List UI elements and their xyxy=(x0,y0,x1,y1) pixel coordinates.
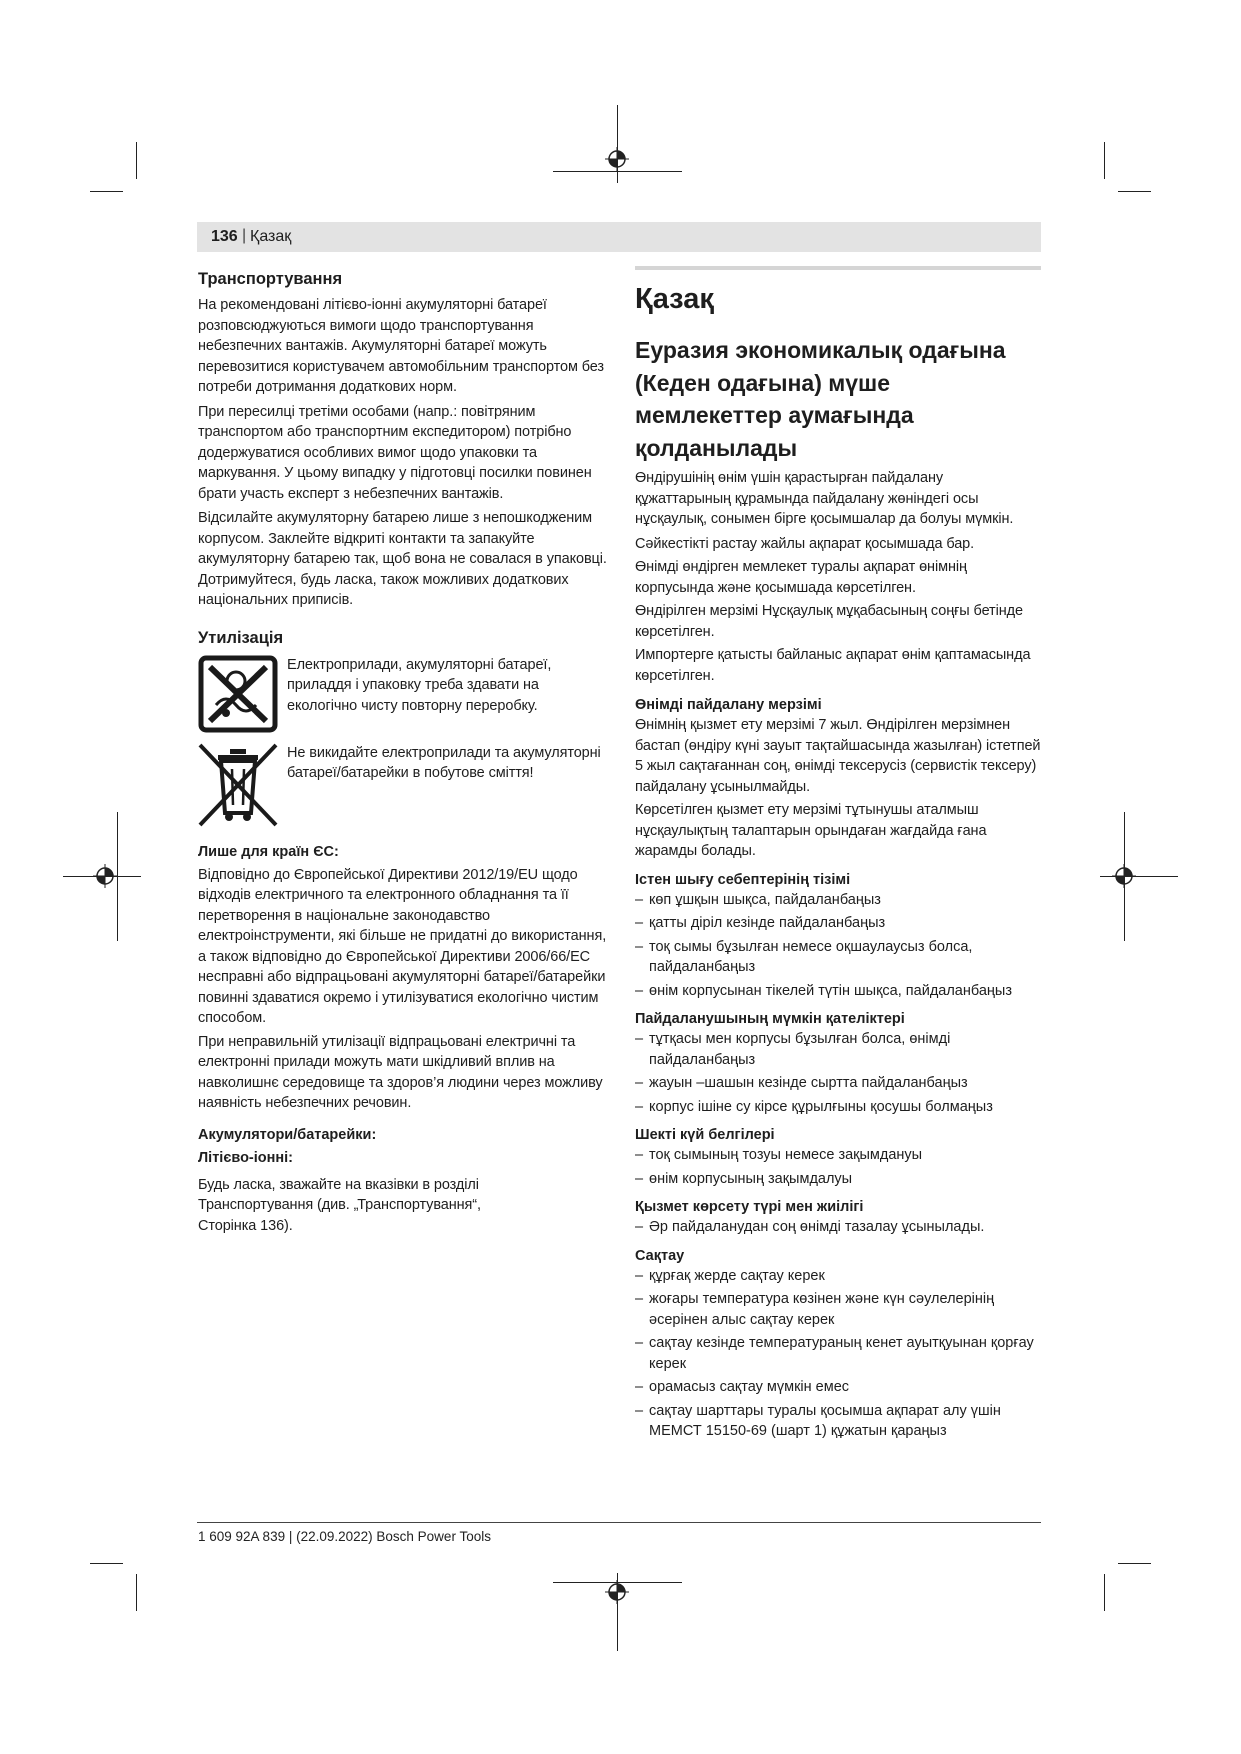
footer-rule xyxy=(197,1522,1041,1523)
header-language: Қазақ xyxy=(250,228,292,245)
bin-text: Не викидайте електроприлади та акумуляторні батареї/батарейки в побутове сміття! xyxy=(287,744,601,781)
eu-paragraph: Відповідно до Європейської Директиви 2012/19/EU щодо відходів електричного та електронного обладнання та її перетворення в національне законодавство електроінструменти, які більше не придатні до використання, а також відповідно до Європейської Директиви 2006/66/EC несправні або відпрацьовані акумуляторні батареї/батарейки повинні здаватися окремо і утилізуватися екологічно чистим способом. xyxy=(198,866,607,1026)
crossed-bin-icon xyxy=(198,741,278,829)
list-item: – құрғақ жерде сақтау керек xyxy=(635,1266,1041,1287)
main-heading: Еуразия экономикалық одағына (Кеден одағына) мүше мемлекеттер аумағында қолданылады xyxy=(635,337,1006,461)
service-life-paragraph: Көрсетілген қызмет ету мерзімі тұтынушы аталмыш нұсқаулықтың талаптарын орындаған жағдайда ғана жарамды болады. xyxy=(635,802,987,859)
service-heading: Қызмет көрсету түрі мен жиілігі xyxy=(635,1199,864,1215)
list-item: – көп ұшқын шықса, пайдаланбаңыз xyxy=(635,890,1041,911)
crop-mark xyxy=(1104,1574,1105,1611)
list-item: – өнім корпусынан тікелей түтін шықса, пайдаланбаңыз xyxy=(635,981,1041,1002)
footer-text: 1 609 92A 839 | (22.09.2022) Bosch Power Tools xyxy=(198,1529,491,1544)
registration-target-icon xyxy=(605,1580,629,1604)
registration-target-icon xyxy=(605,147,629,171)
list-item: – корпус ішіне су кірсе құрылғыны қосушы болмаңыз xyxy=(635,1097,1041,1118)
liion-text: Будь ласка, зважайте на вказівки в розділі Транспортування (див. „Транспортування“, Сторінка 136). xyxy=(198,1176,481,1234)
crop-mark xyxy=(136,142,137,179)
transport-paragraph: На рекомендовані літієво-іонні акумуляторні батареї розповсюджуються вимоги щодо транспортування небезпечних вантажів. Акумуляторні батареї можуть перевозитися користувачем автомобільним транспортом без потреби дотримання додаткових норм. xyxy=(198,297,604,395)
recycle-row xyxy=(198,655,608,737)
language-title: Қазақ xyxy=(635,283,714,315)
transport-paragraph: Відсилайте акумуляторну батарею лише з непошкодженим корпусом. Заклейте відкриті контакти та запакуйте акумуляторну батарею так, щоб вона не совалася в упаковці. Дотримуйтеся, будь ласка, також можливих додаткових національних приписів. xyxy=(198,510,607,608)
crop-mark xyxy=(90,1563,123,1564)
storage-heading: Сақтау xyxy=(635,1247,685,1264)
intro-paragraph: Өндірушінің өнім үшін қарастырған пайдалану құжаттарының құрамында пайдалану жөніндегі осы нұсқаулық, сонымен бірге қосымшалар да болуы мүмкін. xyxy=(635,470,1014,527)
list-item: – Әр пайдаланудан соң өнімді тазалау ұсынылады. xyxy=(635,1217,1041,1238)
recycling-symbol-icon xyxy=(198,655,278,733)
crop-mark xyxy=(136,1574,137,1611)
list-item: – сақтау шарттары туралы қосымша ақпарат алу үшін МЕМСТ 15150-69 (шарт 1) құжатын қараңыз xyxy=(635,1401,1041,1442)
registration-target-icon xyxy=(1112,864,1136,888)
disposal-heading: Утилізація xyxy=(198,628,284,647)
registration-target-icon xyxy=(93,864,117,888)
intro-paragraph: Импортерге қатысты байланыс ақпарат өнім қаптамасында көрсетілген. xyxy=(635,647,1031,684)
eu-heading: Лише для країн ЄС: xyxy=(198,843,339,860)
header-separator: | xyxy=(242,227,247,244)
transport-paragraph: При пересилці третіми особами (напр.: повітряним транспортом або транспортним експедитором) потрібно додержуватися особливих вимог щодо упаковки та маркування. У цьому випадку у підготовці посилки повинен брати участь експерт з небезпечних вантажів. xyxy=(198,403,592,502)
failure-causes-heading: Істен шығу себептерінің тізімі xyxy=(635,871,851,888)
list-item: – жоғары температура көзінен және күн сәулелерінің әсерінен алыс сақтау керек xyxy=(635,1289,1041,1330)
list-item: – жауын –шашын кезінде сыртта пайдаланбаңыз xyxy=(635,1073,1041,1094)
battery-heading: Акумулятори/батарейки: xyxy=(198,1126,377,1143)
transport-heading: Транспортування xyxy=(198,270,343,288)
user-errors-heading: Пайдаланушының мүмкін қателіктері xyxy=(635,1011,905,1027)
service-life-heading: Өнімді пайдалану мерзімі xyxy=(635,697,822,713)
service-life-paragraph: Өнімнің қызмет ету мерзімі 7 жыл. Өндірілген мерзімнен бастап (өндіру күні зауыт тақтайшасында жазылған) істетпей 5 жыл сақтағаннан соң, өнімді тексерусіз (сервистік тексеру) пайдалану ұсынылмайды. xyxy=(635,717,1041,795)
list-item: – сақтау кезінде температураның кенет ауытқуынан қорғау керек xyxy=(635,1333,1041,1374)
bin-row xyxy=(198,741,608,833)
eu-paragraph: При неправильній утилізації відпрацьовані електричні та електронні прилади можуть мати шкідливий вплив на навколишнє середовище та здоров’я людини через можливу наявність небезпечних речовин. xyxy=(198,1033,603,1111)
list-item: – тоқ сымының тозуы немесе зақымдануы xyxy=(635,1145,1041,1166)
list-item: – тоқ сымы бұзылған немесе оқшаулаусыз болса, пайдаланбаңыз xyxy=(635,937,1041,978)
list-item: – қатты діріл кезінде пайдаланбаңыз xyxy=(635,913,1041,934)
list-item: – тұтқасы мен корпусы бұзылған болса, өнімді пайдаланбаңыз xyxy=(635,1029,1041,1070)
crop-mark xyxy=(1118,191,1151,192)
limit-state-heading: Шекті күй белгілері xyxy=(635,1127,775,1143)
intro-paragraph: Сәйкестікті растау жайлы ақпарат қосымшада бар. xyxy=(635,535,975,552)
list-item: – өнім корпусының зақымдалуы xyxy=(635,1169,1041,1190)
right-column xyxy=(635,282,1041,1442)
list-item: – орамасыз сақтау мүмкін емес xyxy=(635,1377,1041,1398)
crop-mark xyxy=(1104,142,1105,179)
liion-heading: Літієво-іонні: xyxy=(198,1149,294,1166)
crop-mark xyxy=(1118,1563,1151,1564)
crop-mark xyxy=(553,171,682,172)
left-column xyxy=(198,268,608,1236)
recycle-text: Електроприлади, акумуляторні батареї, приладдя і упаковку треба здавати на екологічно чисту повторну переробку. xyxy=(287,656,552,714)
section-rule xyxy=(635,266,1041,270)
intro-paragraph: Өнімді өндірген мемлекет туралы ақпарат өнімнің корпусында және қосымшада көрсетілген. xyxy=(635,559,967,596)
page-number: 136 xyxy=(211,228,238,245)
crop-mark xyxy=(90,191,123,192)
intro-paragraph: Өндірілген мерзімі Нұсқаулық мұқабасының соңғы бетінде көрсетілген. xyxy=(635,603,1023,640)
page-header xyxy=(197,222,1041,252)
